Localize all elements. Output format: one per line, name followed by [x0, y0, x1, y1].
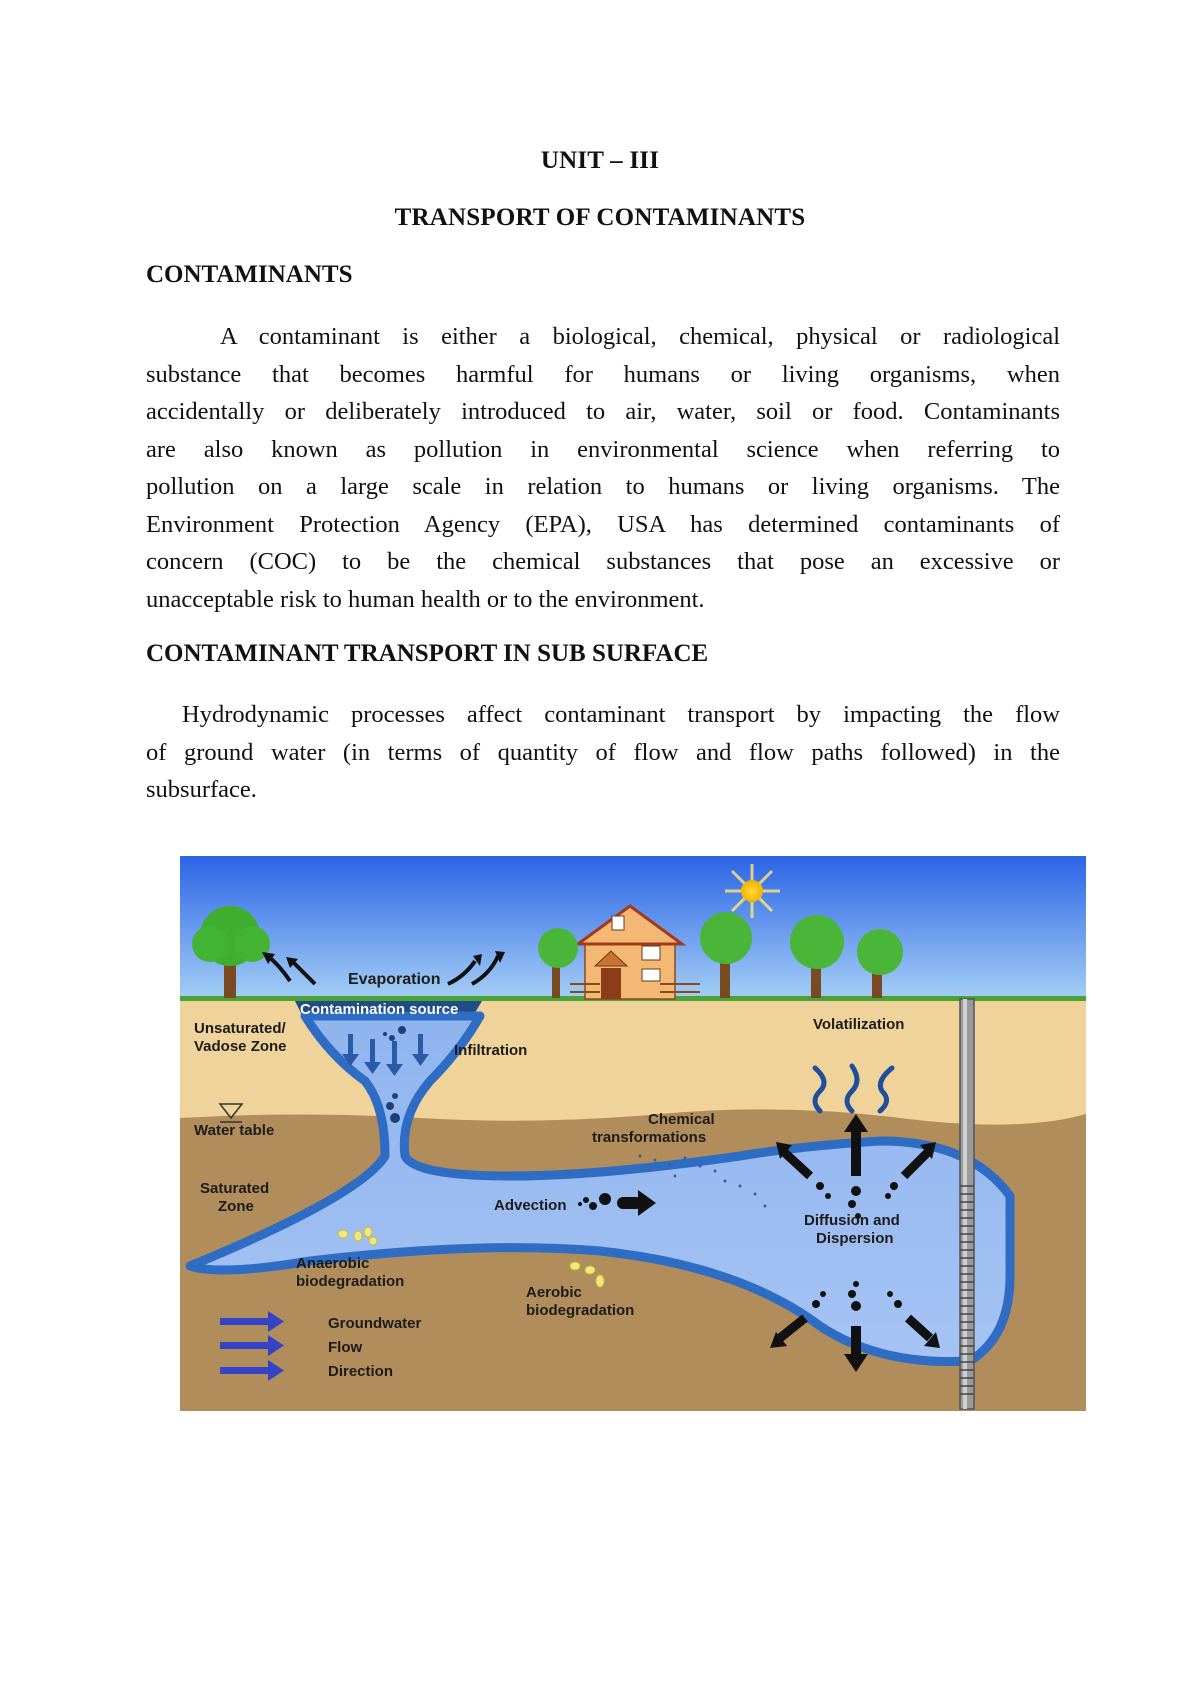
- sun-icon: [725, 864, 780, 918]
- label-chemical: Chemical: [648, 1111, 715, 1128]
- paragraph-line: subsurface.: [146, 776, 257, 803]
- label-advection: Advection: [494, 1197, 567, 1214]
- groundwater-flow-legend-arrows-icon: [220, 1311, 284, 1381]
- paragraph-subsurface-transport: [146, 696, 1060, 809]
- contaminant-transport-diagram: [180, 856, 1086, 1411]
- paragraph-line: Hydrodynamic processes affect contaminant transport by impacting the flow: [182, 701, 1060, 728]
- label-evaporation: Evaporation: [348, 971, 441, 988]
- paragraph-line: pollution on a large scale in relation to humans or living organisms. The: [146, 473, 1060, 500]
- paragraph-contaminants: [146, 318, 1060, 618]
- label-anaerobic-biodegradation: biodegradation: [296, 1273, 405, 1290]
- unit-title: UNIT – III: [540, 147, 660, 174]
- legend-flow: Flow: [328, 1339, 363, 1356]
- label-unsaturated: Unsaturated/: [194, 1020, 286, 1037]
- paragraph-line: Environment Protection Agency (EPA), USA has determined contaminants of: [146, 510, 1060, 538]
- label-saturated-zone: Zone: [218, 1198, 254, 1215]
- paragraph-line: substance that becomes harmful for humans or living organisms, when: [146, 360, 1060, 388]
- paragraph-line: are also known as pollution in environmental science when referring to: [146, 435, 1060, 463]
- label-diffusion: Diffusion and: [804, 1212, 900, 1229]
- label-volatilization: Volatilization: [813, 1016, 905, 1033]
- paragraph-line: concern (COC) to be the chemical substances that pose an excessive or: [146, 548, 1060, 575]
- monitoring-well-icon: [960, 999, 974, 1409]
- section-heading-contaminants: CONTAMINANTS: [146, 261, 353, 288]
- paragraph-line: accidentally or deliberately introduced to air, water, soil or food. Contaminants: [146, 398, 1060, 425]
- legend-groundwater: Groundwater: [328, 1315, 422, 1332]
- section-heading-subsurface-transport: CONTAMINANT TRANSPORT IN SUB SURFACE: [146, 640, 709, 667]
- label-transformations: transformations: [592, 1129, 707, 1146]
- label-dispersion: Dispersion: [816, 1230, 894, 1247]
- label-infiltration: Infiltration: [454, 1042, 528, 1059]
- paragraph-line: of ground water (in terms of quantity of flow and flow paths followed) in the: [146, 738, 1060, 766]
- paragraph-line: A contaminant is either a biological, chemical, physical or radiological: [220, 323, 1060, 350]
- label-contamination-source: Contamination source: [300, 1001, 459, 1018]
- label-saturated: Saturated: [200, 1180, 270, 1197]
- legend-direction: Direction: [328, 1363, 394, 1380]
- label-aerobic-biodegradation: biodegradation: [526, 1302, 635, 1319]
- paragraph-line: unacceptable risk to human health or to the environment.: [146, 585, 705, 613]
- label-anaerobic: Anaerobic: [296, 1255, 370, 1272]
- label-vadose-zone: Vadose Zone: [194, 1038, 287, 1055]
- chapter-title: TRANSPORT OF CONTAMINANTS: [394, 204, 806, 231]
- label-water-table: Water table: [194, 1122, 275, 1139]
- label-aerobic: Aerobic: [526, 1284, 582, 1301]
